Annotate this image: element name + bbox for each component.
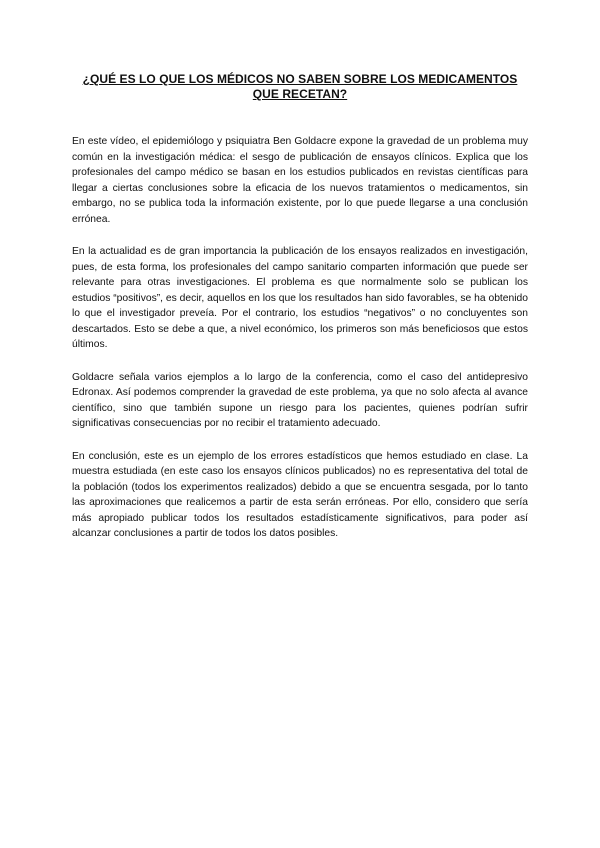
paragraph-publication-importance: En la actualidad es de gran importancia la publicación de los ensayos realizados en investigación, pues, de esta forma, los profesionales del campo sanitario comparten información que puede ser relevante para otras investigaciones. El problema es que normalmente solo se publican los estudios “positivos”, es decir, aquellos en los que los resultados han sido favorables, se ha obtenido lo que el investigador preveía. Por el contrario, los estudios “negativos” o no concluyentes son descartados. Esto se debe a que, a nivel económico, los primeros son más beneficiosos que estos últimos.: [72, 246, 528, 350]
paragraph-examples: Goldacre señala varios ejemplos a lo largo de la conferencia, como el caso del antidepresivo Edronax. Así podemos comprender la gravedad de este problema, ya que no solo afecta al avance científico, sino que también supone un riesgo para los pacientes, quienes podrían sufrir significativas consecuencias por no recibir el tratamiento adecuado.: [72, 371, 528, 429]
document-title: ¿QUÉ ES LO QUE LOS MÉDICOS NO SABEN SOBRE LOS MEDICAMENTOS QUE RECETAN?: [82, 72, 518, 101]
paragraph-conclusion: En conclusión, este es un ejemplo de los errores estadísticos que hemos estudiado en clase. La muestra estudiada (en este caso los ensayos clínicos publicados) no es representativa del total de la población (todos los experimentos realizados) debido a que se encuentra sesgada, por lo tanto las aproximaciones que realicemos a partir de esta serán erróneas. Por ello, considero que sería más apropiado publicar todos los resultados estadísticamente significativos, para poder así alcanzar conclusiones a partir de todos los datos posibles.: [72, 450, 528, 539]
paragraph-introduction: En este vídeo, el epidemiólogo y psiquiatra Ben Goldacre expone la gravedad de un problema muy común en la investigación médica: el sesgo de publicación de ensayos clínicos. Explica que los profesionales del campo médico se basan en los estudios publicados en revistas científicas para llegar a ciertas conclusiones sobre la eficacia de los nuevos tratamientos o medicamentos, sin embargo, no se publica toda la información existente, por lo que puede llegarse a una conclusión errónea.: [72, 136, 528, 225]
